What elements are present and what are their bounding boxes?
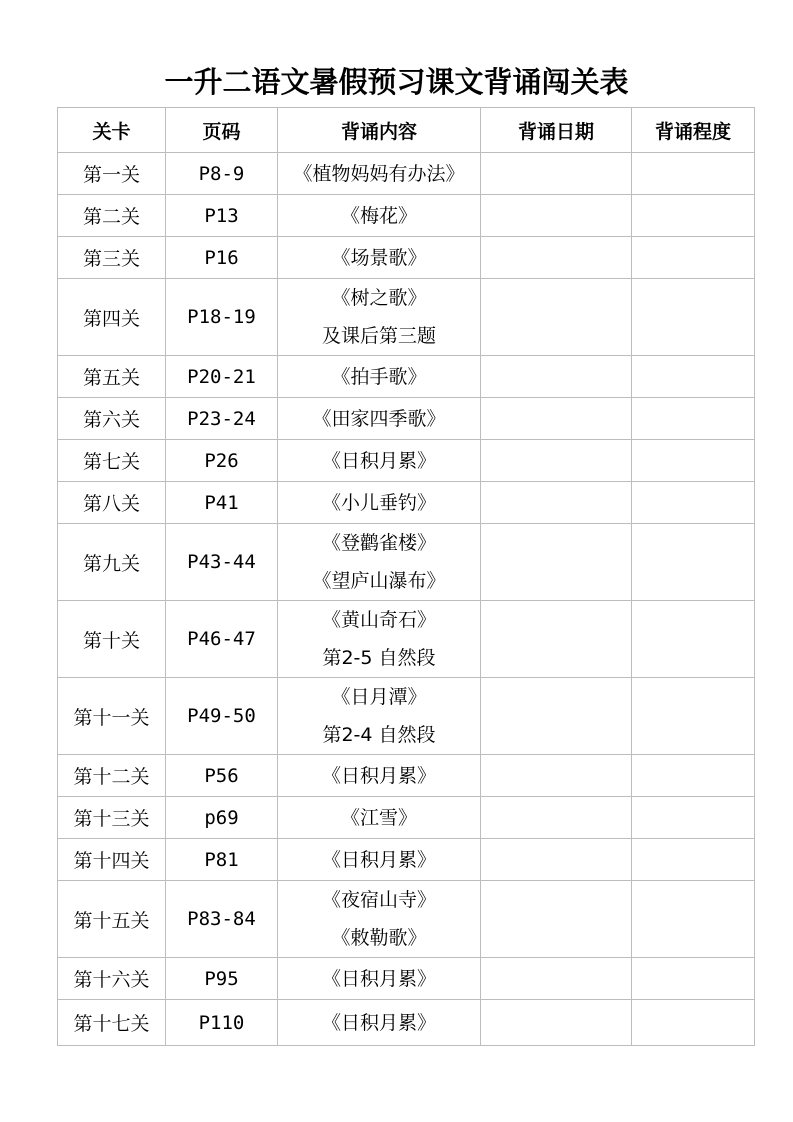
content-line: 《望庐山瀑布》 <box>312 570 446 592</box>
progress-cell[interactable] <box>632 398 755 440</box>
page-cell: P95 <box>166 958 278 1000</box>
table-row <box>58 440 755 482</box>
progress-cell[interactable] <box>632 195 755 237</box>
progress-cell[interactable] <box>632 356 755 398</box>
level-cell: 第七关 <box>58 440 166 482</box>
level-cell: 第一关 <box>58 153 166 195</box>
content-cell <box>278 524 481 601</box>
content-line: 《登鹳雀楼》 <box>321 532 436 554</box>
content-cell <box>278 958 481 1000</box>
table-row <box>58 1000 755 1046</box>
page-cell: P23-24 <box>166 398 278 440</box>
level-cell: 第十七关 <box>58 1000 166 1046</box>
content-line: 《田家四季歌》 <box>312 407 446 430</box>
progress-cell[interactable] <box>632 958 755 1000</box>
table-row <box>58 797 755 839</box>
date-cell[interactable] <box>481 524 632 601</box>
level-cell: 第五关 <box>58 356 166 398</box>
content-line: 《黄山奇石》 <box>321 609 436 631</box>
date-cell[interactable] <box>481 839 632 881</box>
date-cell[interactable] <box>481 755 632 797</box>
content-cell <box>278 195 481 237</box>
table-row <box>58 398 755 440</box>
content-line: 《植物妈妈有办法》 <box>293 162 465 185</box>
date-cell[interactable] <box>481 797 632 839</box>
page-cell: P110 <box>166 1000 278 1046</box>
page-cell: P16 <box>166 237 278 279</box>
content-cell <box>278 153 481 195</box>
content-line: 及课后第三题 <box>321 325 436 347</box>
table-row <box>58 237 755 279</box>
date-cell[interactable] <box>481 482 632 524</box>
page-cell: P46-47 <box>166 601 278 678</box>
page-cell: P26 <box>166 440 278 482</box>
table-header-row <box>58 108 755 153</box>
content-cell <box>278 440 481 482</box>
level-cell: 第十一关 <box>58 678 166 755</box>
table-row <box>58 279 755 356</box>
progress-cell[interactable] <box>632 797 755 839</box>
content-line: 《日积月累》 <box>321 848 436 871</box>
content-line: 《拍手歌》 <box>331 365 427 388</box>
content-line: 《梅花》 <box>340 204 417 227</box>
date-cell[interactable] <box>481 356 632 398</box>
content-line: 《敕勒歌》 <box>331 927 427 949</box>
progress-cell[interactable] <box>632 153 755 195</box>
content-line: 《日积月累》 <box>321 1011 436 1034</box>
table-row <box>58 839 755 881</box>
page-cell: P43-44 <box>166 524 278 601</box>
content-cell <box>278 279 481 356</box>
table-row <box>58 755 755 797</box>
content-cell <box>278 482 481 524</box>
content-cell <box>278 601 481 678</box>
table-row <box>58 524 755 601</box>
level-cell: 第十四关 <box>58 839 166 881</box>
table-row <box>58 958 755 1000</box>
content-line: 《日积月累》 <box>321 764 436 787</box>
progress-cell[interactable] <box>632 279 755 356</box>
content-cell <box>278 356 481 398</box>
page-cell: P20-21 <box>166 356 278 398</box>
content-line: 《日月潭》 <box>331 686 427 708</box>
date-cell[interactable] <box>481 678 632 755</box>
table-body <box>58 153 755 1046</box>
content-cell <box>278 839 481 881</box>
progress-cell[interactable] <box>632 839 755 881</box>
progress-cell[interactable] <box>632 755 755 797</box>
content-cell <box>278 678 481 755</box>
content-cell <box>278 398 481 440</box>
header-progress: 背诵程度 <box>632 108 755 153</box>
level-cell: 第十三关 <box>58 797 166 839</box>
date-cell[interactable] <box>481 153 632 195</box>
header-page: 页码 <box>166 108 278 153</box>
progress-cell[interactable] <box>632 440 755 482</box>
level-cell: 第六关 <box>58 398 166 440</box>
content-line: 《树之歌》 <box>331 287 427 309</box>
level-cell: 第八关 <box>58 482 166 524</box>
page-cell: P83-84 <box>166 881 278 958</box>
progress-cell[interactable] <box>632 601 755 678</box>
page-cell: P8-9 <box>166 153 278 195</box>
page-cell: P49-50 <box>166 678 278 755</box>
content-line: 《日积月累》 <box>321 449 436 472</box>
content-line: 第2-5 自然段 <box>322 647 436 669</box>
content-cell <box>278 755 481 797</box>
content-cell <box>278 1000 481 1046</box>
progress-cell[interactable] <box>632 524 755 601</box>
content-line: 《小儿垂钓》 <box>321 491 436 514</box>
header-level: 关卡 <box>58 108 166 153</box>
date-cell[interactable] <box>481 237 632 279</box>
header-content: 背诵内容 <box>278 108 481 153</box>
table-row <box>58 482 755 524</box>
level-cell: 第二关 <box>58 195 166 237</box>
progress-cell[interactable] <box>632 237 755 279</box>
page-title: 一升二语文暑假预习课文背诵闯关表 <box>164 65 629 99</box>
content-line: 《江雪》 <box>340 806 417 829</box>
level-cell: 第十关 <box>58 601 166 678</box>
date-cell[interactable] <box>481 601 632 678</box>
content-line: 《场景歌》 <box>331 246 427 269</box>
table-row <box>58 153 755 195</box>
page-cell: P18-19 <box>166 279 278 356</box>
date-cell[interactable] <box>481 440 632 482</box>
header-date: 背诵日期 <box>481 108 632 153</box>
page-cell: P56 <box>166 755 278 797</box>
progress-cell[interactable] <box>632 482 755 524</box>
progress-cell[interactable] <box>632 881 755 958</box>
date-cell[interactable] <box>481 881 632 958</box>
content-cell <box>278 881 481 958</box>
level-cell: 第三关 <box>58 237 166 279</box>
table-row <box>58 195 755 237</box>
level-cell: 第九关 <box>58 524 166 601</box>
date-cell[interactable] <box>481 195 632 237</box>
date-cell[interactable] <box>481 958 632 1000</box>
level-cell: 第十五关 <box>58 881 166 958</box>
date-cell[interactable] <box>481 279 632 356</box>
content-cell <box>278 797 481 839</box>
page-cell: p69 <box>166 797 278 839</box>
progress-cell[interactable] <box>632 1000 755 1046</box>
content-line: 《夜宿山寺》 <box>321 889 436 911</box>
date-cell[interactable] <box>481 398 632 440</box>
level-cell: 第十六关 <box>58 958 166 1000</box>
page-cell: P41 <box>166 482 278 524</box>
table-row <box>58 601 755 678</box>
page-cell: P81 <box>166 839 278 881</box>
progress-cell[interactable] <box>632 678 755 755</box>
level-cell: 第十二关 <box>58 755 166 797</box>
recitation-table <box>57 107 755 1046</box>
content-cell <box>278 237 481 279</box>
table-row <box>58 881 755 958</box>
content-line: 《日积月累》 <box>321 967 436 990</box>
content-line: 第2-4 自然段 <box>322 724 436 746</box>
level-cell: 第四关 <box>58 279 166 356</box>
table-row <box>58 678 755 755</box>
table-row <box>58 356 755 398</box>
page-cell: P13 <box>166 195 278 237</box>
date-cell[interactable] <box>481 1000 632 1046</box>
